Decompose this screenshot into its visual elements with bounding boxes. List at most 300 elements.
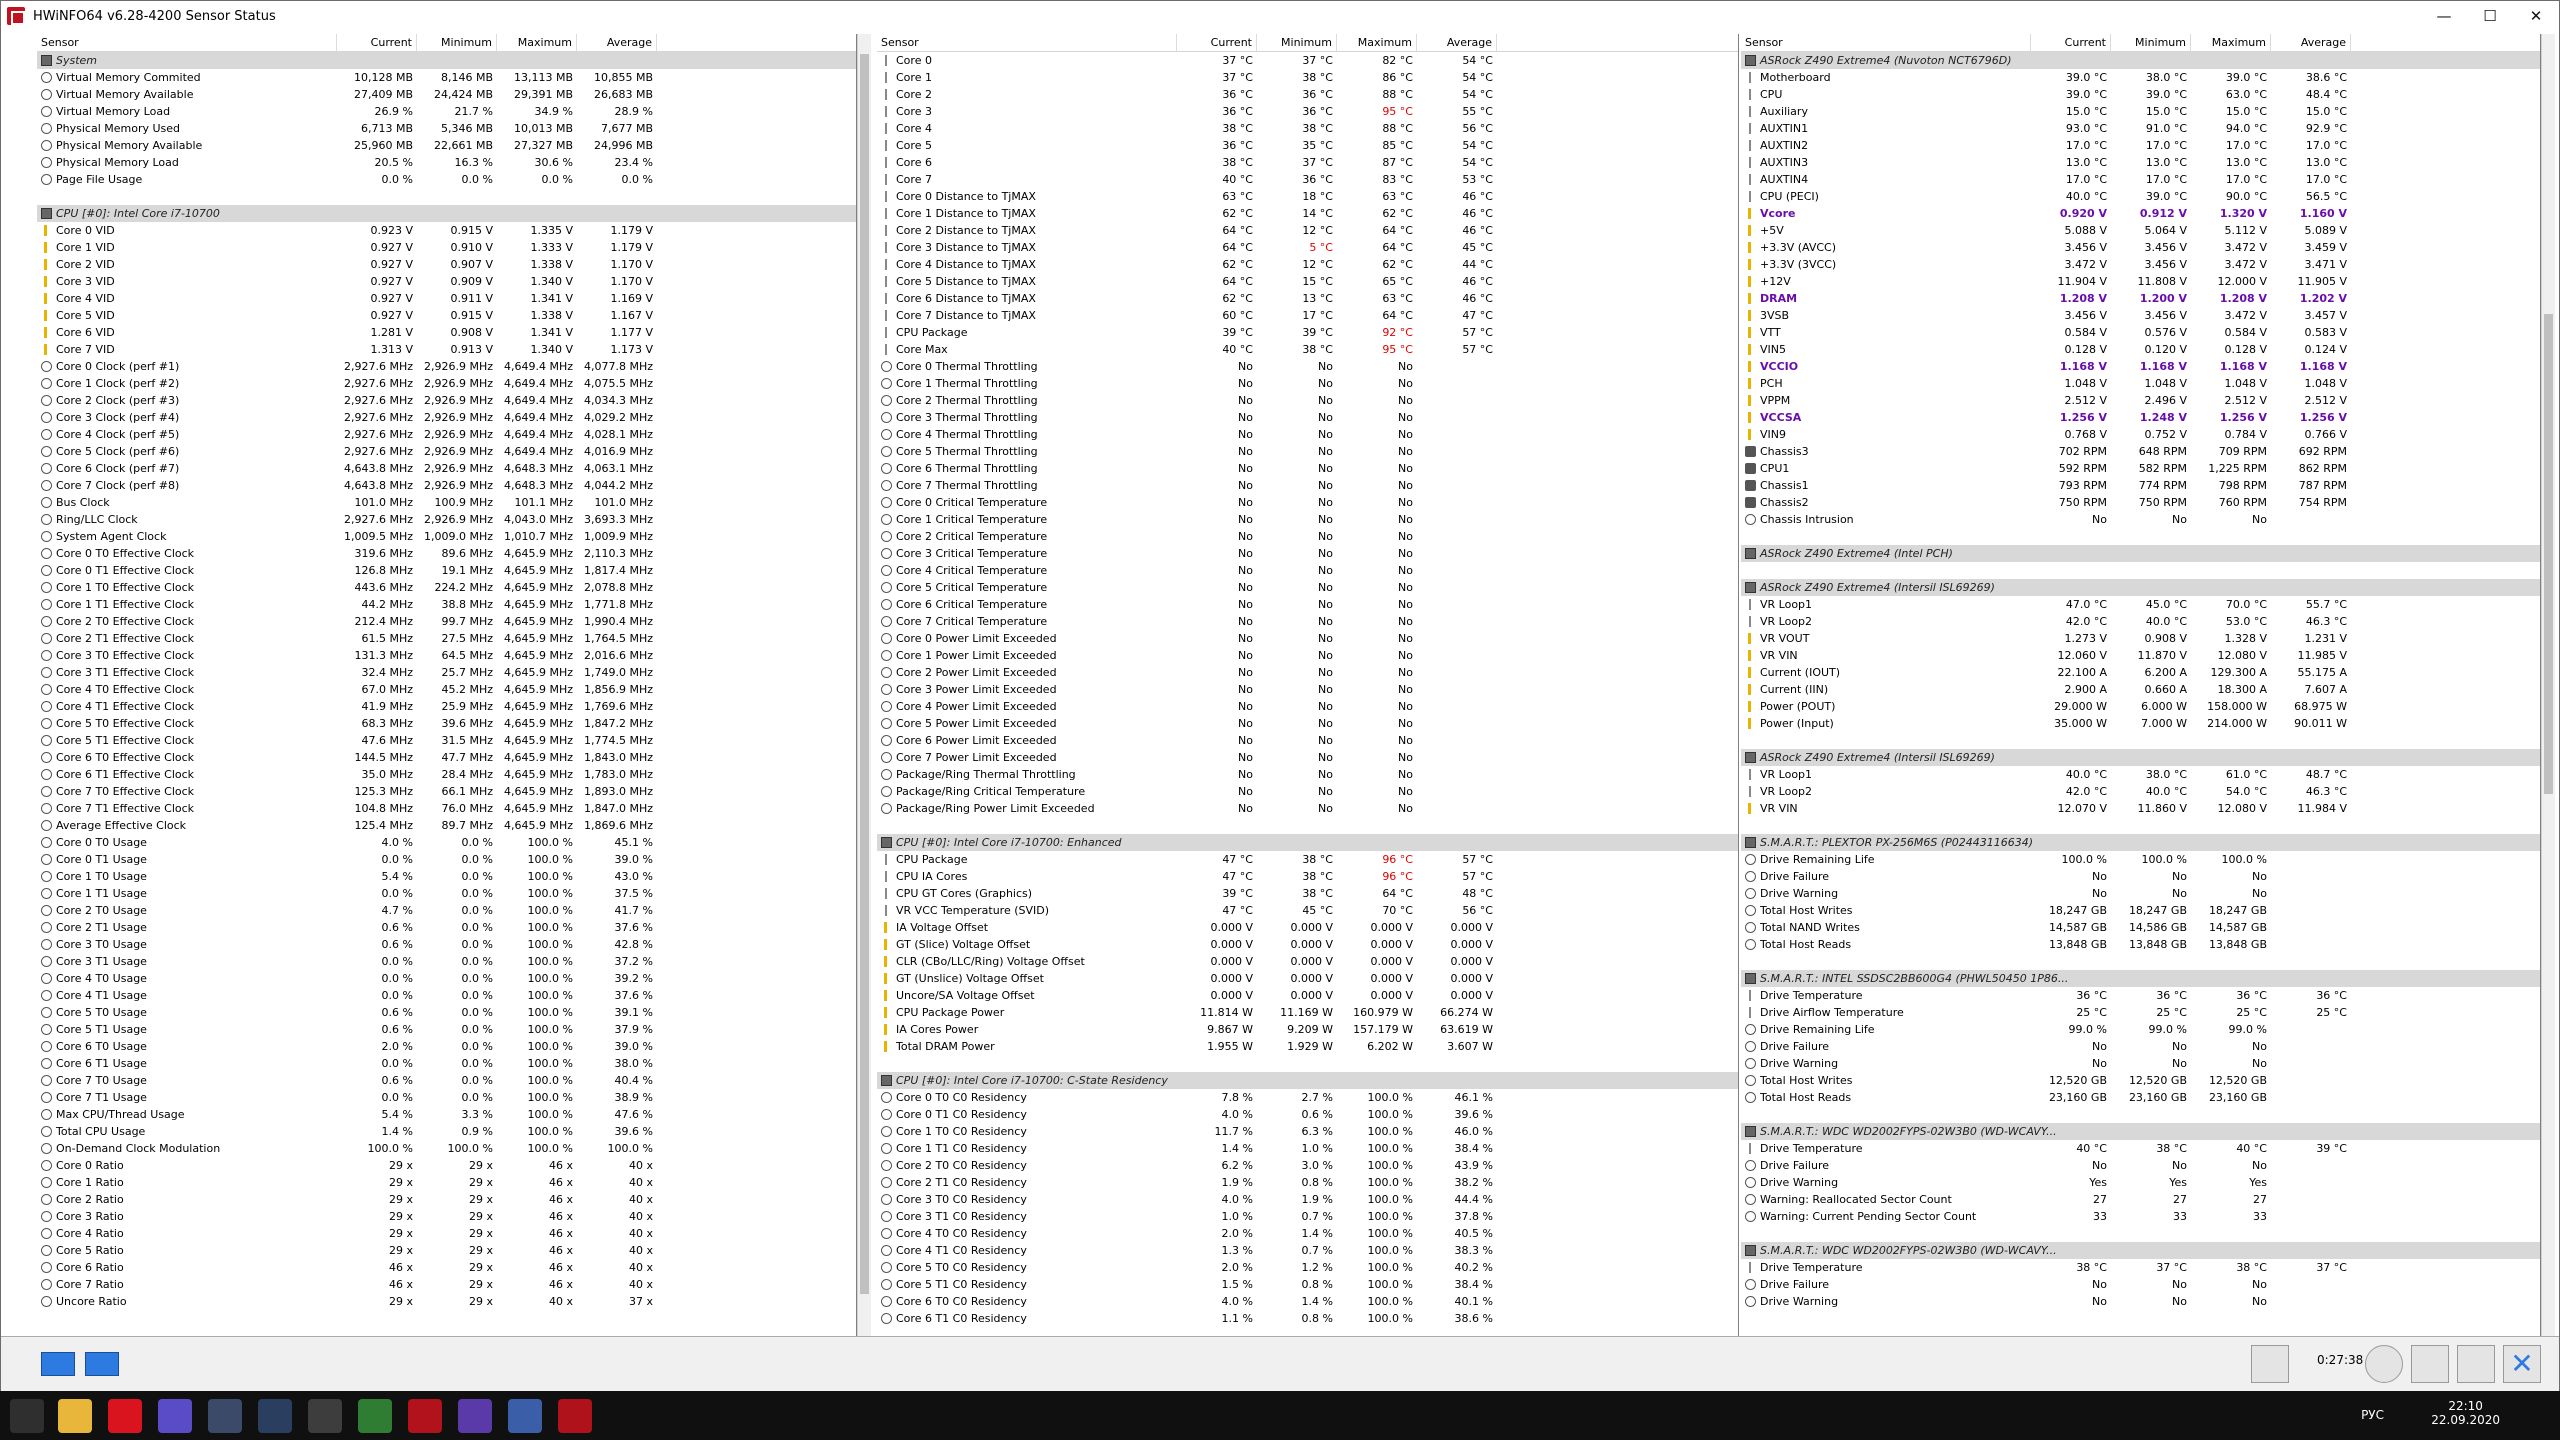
sensor-row[interactable] bbox=[877, 987, 1738, 1004]
sensor-row[interactable] bbox=[1741, 120, 2540, 137]
sensor-row[interactable] bbox=[37, 426, 856, 443]
sensor-row[interactable] bbox=[877, 392, 1738, 409]
sensor-value-maximum: No bbox=[1398, 751, 1413, 764]
steam-icon[interactable] bbox=[258, 1399, 292, 1433]
sensor-label: S.M.A.R.T.: INTEL SSDSC2BB600G4 (PHWL50450 1P86... bbox=[1760, 972, 2069, 985]
sensor-value-maximum: 13,848 GB bbox=[2208, 938, 2267, 951]
sensor-row[interactable] bbox=[37, 443, 856, 460]
sensor-row[interactable] bbox=[877, 494, 1738, 511]
sensor-row[interactable] bbox=[877, 154, 1738, 171]
minimize-button[interactable]: — bbox=[2436, 7, 2452, 25]
sensor-row[interactable] bbox=[37, 630, 856, 647]
sensor-row[interactable] bbox=[1741, 1191, 2540, 1208]
sensor-row[interactable] bbox=[877, 1089, 1738, 1106]
sensor-row[interactable] bbox=[37, 1157, 856, 1174]
sensor-value-minimum: 0.912 V bbox=[2139, 207, 2187, 220]
sensor-group-header[interactable] bbox=[1741, 970, 2540, 987]
sensor-row[interactable] bbox=[37, 494, 856, 511]
network-icon[interactable] bbox=[2251, 1345, 2289, 1383]
sensor-row[interactable] bbox=[1741, 307, 2540, 324]
sensor-row[interactable] bbox=[877, 800, 1738, 817]
sensor-value-maximum: 100.0 % bbox=[1367, 1227, 1413, 1240]
sensor-row[interactable] bbox=[877, 341, 1738, 358]
sensor-row[interactable] bbox=[877, 511, 1738, 528]
sensor-row[interactable] bbox=[877, 1140, 1738, 1157]
sensor-row[interactable] bbox=[37, 171, 856, 188]
sensor-row[interactable] bbox=[37, 1089, 856, 1106]
sensor-group-header[interactable] bbox=[37, 52, 856, 69]
sensor-group-header[interactable] bbox=[1741, 749, 2540, 766]
sensor-row[interactable] bbox=[1741, 273, 2540, 290]
sensor-row[interactable] bbox=[37, 681, 856, 698]
usage-icon bbox=[41, 871, 52, 882]
sensor-row[interactable] bbox=[1741, 919, 2540, 936]
sensor-row[interactable] bbox=[877, 171, 1738, 188]
sensor-row[interactable] bbox=[877, 868, 1738, 885]
sensor-value-minimum: 36 °C bbox=[1302, 173, 1333, 186]
sensor-row[interactable] bbox=[37, 1174, 856, 1191]
sensor-row[interactable] bbox=[37, 936, 856, 953]
sensor-row[interactable] bbox=[1741, 698, 2540, 715]
column-header[interactable]: Current bbox=[337, 34, 417, 51]
sensor-row[interactable] bbox=[37, 1038, 856, 1055]
column-header[interactable]: Maximum bbox=[1337, 34, 1417, 51]
sensor-row[interactable] bbox=[37, 324, 856, 341]
sensor-row[interactable] bbox=[877, 103, 1738, 120]
clock-reset-icon[interactable] bbox=[2365, 1345, 2403, 1383]
usage-icon bbox=[881, 650, 892, 661]
sensor-row[interactable] bbox=[877, 698, 1738, 715]
sensor-row[interactable] bbox=[1741, 511, 2540, 528]
sensor-row[interactable] bbox=[1741, 409, 2540, 426]
sensor-row[interactable] bbox=[1741, 205, 2540, 222]
column-header[interactable]: Average bbox=[577, 34, 657, 51]
panel-3-scrollbar[interactable] bbox=[2541, 34, 2555, 1336]
sensor-group-header[interactable] bbox=[877, 1072, 1738, 1089]
sensor-row[interactable] bbox=[1741, 1089, 2540, 1106]
sensor-row[interactable] bbox=[877, 664, 1738, 681]
sensor-row[interactable] bbox=[877, 1038, 1738, 1055]
sensor-row[interactable] bbox=[877, 443, 1738, 460]
sensor-value-current: 1.5 % bbox=[1221, 1278, 1253, 1291]
file-explorer-icon[interactable] bbox=[58, 1399, 92, 1433]
sensor-row[interactable] bbox=[877, 1242, 1738, 1259]
title-bar[interactable] bbox=[1, 1, 2559, 31]
sensor-row[interactable] bbox=[1741, 1174, 2540, 1191]
sensor-row[interactable] bbox=[877, 324, 1738, 341]
sensor-row[interactable] bbox=[1741, 885, 2540, 902]
aida64-icon[interactable] bbox=[408, 1399, 442, 1433]
sensor-row[interactable] bbox=[1741, 596, 2540, 613]
sensor-row[interactable] bbox=[1741, 188, 2540, 205]
sensor-row[interactable] bbox=[877, 902, 1738, 919]
sensor-row[interactable] bbox=[37, 341, 856, 358]
sensor-row[interactable] bbox=[877, 1259, 1738, 1276]
sensor-row[interactable] bbox=[37, 579, 856, 596]
sensor-row[interactable] bbox=[877, 1174, 1738, 1191]
sensor-row[interactable] bbox=[37, 885, 856, 902]
sensor-row[interactable] bbox=[877, 205, 1738, 222]
sensor-row[interactable] bbox=[877, 579, 1738, 596]
sensor-row[interactable] bbox=[1741, 664, 2540, 681]
sensor-row[interactable] bbox=[37, 783, 856, 800]
sensor-row[interactable] bbox=[1741, 987, 2540, 1004]
sensor-row[interactable] bbox=[37, 1191, 856, 1208]
sensor-row[interactable] bbox=[877, 1225, 1738, 1242]
sensor-row[interactable] bbox=[877, 1191, 1738, 1208]
maximize-button[interactable]: ☐ bbox=[2483, 7, 2497, 25]
sensor-row[interactable] bbox=[1741, 1021, 2540, 1038]
sensor-row[interactable] bbox=[1741, 1140, 2540, 1157]
sensor-row[interactable] bbox=[1741, 239, 2540, 256]
sensor-value-average: 37.8 % bbox=[1454, 1210, 1493, 1223]
sensor-row[interactable] bbox=[877, 409, 1738, 426]
sensor-row[interactable] bbox=[1741, 868, 2540, 885]
sensor-row[interactable] bbox=[37, 511, 856, 528]
sensor-row[interactable] bbox=[37, 1242, 856, 1259]
sensor-group-header[interactable] bbox=[1741, 52, 2540, 69]
sensor-row[interactable] bbox=[877, 188, 1738, 205]
sensor-row[interactable] bbox=[1741, 715, 2540, 732]
clock-icon bbox=[41, 820, 52, 831]
sensor-row[interactable] bbox=[877, 375, 1738, 392]
sensor-row[interactable] bbox=[1741, 494, 2540, 511]
sensor-row[interactable] bbox=[37, 766, 856, 783]
sensor-row[interactable] bbox=[877, 562, 1738, 579]
sensor-row[interactable] bbox=[37, 290, 856, 307]
sensor-row[interactable] bbox=[877, 137, 1738, 154]
sensor-row[interactable] bbox=[37, 1055, 856, 1072]
sensor-row[interactable] bbox=[877, 1208, 1738, 1225]
sensor-row[interactable] bbox=[37, 1004, 856, 1021]
sensor-row[interactable] bbox=[37, 477, 856, 494]
sensor-row[interactable] bbox=[37, 120, 856, 137]
sensor-row[interactable] bbox=[37, 273, 856, 290]
sensor-row[interactable] bbox=[1741, 358, 2540, 375]
sensor-group-header[interactable] bbox=[1741, 579, 2540, 596]
sensor-group-header[interactable] bbox=[37, 205, 856, 222]
sensor-row[interactable] bbox=[1741, 630, 2540, 647]
opera-icon[interactable] bbox=[108, 1399, 142, 1433]
sensor-group-header[interactable] bbox=[877, 834, 1738, 851]
sensor-value-minimum: 13 °C bbox=[1302, 292, 1333, 305]
app2-icon[interactable] bbox=[458, 1399, 492, 1433]
sensor-row[interactable] bbox=[37, 358, 856, 375]
sensor-row[interactable] bbox=[1741, 103, 2540, 120]
sensor-row[interactable] bbox=[37, 970, 856, 987]
sensor-row[interactable] bbox=[877, 1293, 1738, 1310]
sensor-row[interactable] bbox=[37, 1225, 856, 1242]
sensor-row[interactable] bbox=[877, 120, 1738, 137]
sensor-row[interactable] bbox=[877, 1106, 1738, 1123]
sensor-row[interactable] bbox=[37, 1072, 856, 1089]
sensor-group-header[interactable] bbox=[1741, 545, 2540, 562]
sensor-row[interactable] bbox=[37, 851, 856, 868]
sensor-label: Total Host Writes bbox=[1760, 1074, 1853, 1087]
sensor-row[interactable] bbox=[1741, 341, 2540, 358]
sensor-row[interactable] bbox=[37, 698, 856, 715]
sensor-row[interactable] bbox=[37, 375, 856, 392]
sensor-value-minimum: 0.0 % bbox=[461, 1057, 493, 1070]
sensor-row[interactable] bbox=[37, 868, 856, 885]
sensor-row[interactable] bbox=[37, 647, 856, 664]
column-header[interactable]: Minimum bbox=[1257, 34, 1337, 51]
sensor-row[interactable] bbox=[1741, 392, 2540, 409]
sensor-row[interactable] bbox=[37, 1106, 856, 1123]
sensor-row[interactable] bbox=[37, 1259, 856, 1276]
sensor-row[interactable] bbox=[1741, 783, 2540, 800]
sensor-row[interactable] bbox=[877, 69, 1738, 86]
sensor-row[interactable] bbox=[1741, 647, 2540, 664]
sensor-row[interactable] bbox=[877, 426, 1738, 443]
sensor-row[interactable] bbox=[877, 545, 1738, 562]
sensor-label: Average Effective Clock bbox=[56, 819, 187, 832]
sensor-row[interactable] bbox=[37, 154, 856, 171]
sensor-row[interactable] bbox=[37, 919, 856, 936]
sensor-row[interactable] bbox=[37, 409, 856, 426]
sensor-row[interactable] bbox=[1741, 460, 2540, 477]
sensor-row[interactable] bbox=[877, 715, 1738, 732]
sensor-row[interactable] bbox=[877, 681, 1738, 698]
sensor-row[interactable] bbox=[877, 460, 1738, 477]
sensor-row[interactable] bbox=[1741, 256, 2540, 273]
sensor-value-maximum: No bbox=[2252, 1278, 2267, 1291]
close-window-button[interactable]: ✕ bbox=[2529, 7, 2543, 25]
sensor-row[interactable] bbox=[37, 596, 856, 613]
sensor-row[interactable] bbox=[1741, 86, 2540, 103]
add-report-icon[interactable] bbox=[2411, 1345, 2449, 1383]
settings-icon[interactable] bbox=[2457, 1345, 2495, 1383]
column-header[interactable]: Sensor bbox=[1741, 34, 2031, 51]
sensor-row[interactable] bbox=[877, 239, 1738, 256]
sensor-label: Core 4 Ratio bbox=[56, 1227, 124, 1240]
sensor-row[interactable] bbox=[877, 52, 1738, 69]
sensor-row[interactable] bbox=[37, 1021, 856, 1038]
sensor-row[interactable] bbox=[877, 1310, 1738, 1327]
hwinfo-taskbar-icon[interactable] bbox=[508, 1399, 542, 1433]
sensor-row[interactable] bbox=[877, 1157, 1738, 1174]
sensor-row[interactable] bbox=[1741, 902, 2540, 919]
volt-icon bbox=[881, 990, 892, 1001]
sensor-row[interactable] bbox=[1741, 1038, 2540, 1055]
column-header[interactable]: Average bbox=[2271, 34, 2351, 51]
sensor-row[interactable] bbox=[37, 834, 856, 851]
sensor-row[interactable] bbox=[877, 919, 1738, 936]
sensor-row[interactable] bbox=[877, 630, 1738, 647]
sensor-value-maximum: 85 °C bbox=[1382, 139, 1413, 152]
usage-icon bbox=[881, 395, 892, 406]
sensor-row[interactable] bbox=[37, 103, 856, 120]
excel-icon[interactable] bbox=[358, 1399, 392, 1433]
close-icon[interactable]: ✕ bbox=[2503, 1345, 2541, 1383]
sensor-row[interactable] bbox=[1741, 154, 2540, 171]
sensor-row[interactable] bbox=[877, 256, 1738, 273]
sensor-value-average: 3.459 V bbox=[2304, 241, 2347, 254]
column-header[interactable]: Current bbox=[1177, 34, 1257, 51]
system-clock[interactable] bbox=[2431, 1399, 2500, 1427]
sensor-row[interactable] bbox=[877, 1004, 1738, 1021]
sensor-row[interactable] bbox=[877, 613, 1738, 630]
sensor-row[interactable] bbox=[877, 307, 1738, 324]
sensor-group-header[interactable] bbox=[1741, 1242, 2540, 1259]
sensor-row[interactable] bbox=[1741, 936, 2540, 953]
sensor-row[interactable] bbox=[1741, 1276, 2540, 1293]
sensor-label: Chassis Intrusion bbox=[1760, 513, 1854, 526]
column-header[interactable]: Minimum bbox=[2111, 34, 2191, 51]
sensor-row[interactable] bbox=[877, 953, 1738, 970]
sensor-value-minimum: 11.870 V bbox=[2137, 649, 2187, 662]
sensor-row[interactable] bbox=[1741, 1293, 2540, 1310]
sensor-row[interactable] bbox=[877, 749, 1738, 766]
sensor-value-minimum: 0.000 V bbox=[1290, 938, 1333, 951]
column-header[interactable]: Sensor bbox=[877, 34, 1177, 51]
start-icon[interactable] bbox=[10, 1399, 44, 1433]
language-indicator[interactable]: РУС bbox=[2361, 1408, 2384, 1422]
sensor-row[interactable] bbox=[37, 239, 856, 256]
sensor-row[interactable] bbox=[37, 715, 856, 732]
sensor-row[interactable] bbox=[37, 307, 856, 324]
sensor-row[interactable] bbox=[37, 987, 856, 1004]
sensor-value-maximum: 4,645.9 MHz bbox=[503, 751, 573, 764]
sensor-row[interactable] bbox=[1741, 1157, 2540, 1174]
column-header[interactable]: Sensor bbox=[37, 34, 337, 51]
sensor-value-current: 1,009.5 MHz bbox=[343, 530, 413, 543]
sensor-value-maximum: 100.0 % bbox=[2221, 853, 2267, 866]
sensor-row[interactable] bbox=[37, 902, 856, 919]
sensor-row[interactable] bbox=[37, 256, 856, 273]
sensor-row[interactable] bbox=[877, 936, 1738, 953]
column-header[interactable]: Minimum bbox=[417, 34, 497, 51]
column-header[interactable]: Maximum bbox=[497, 34, 577, 51]
sensor-row[interactable] bbox=[37, 1208, 856, 1225]
sensor-row[interactable] bbox=[877, 885, 1738, 902]
sensor-row[interactable] bbox=[877, 732, 1738, 749]
sensor-row[interactable] bbox=[877, 358, 1738, 375]
sensor-row[interactable] bbox=[1741, 681, 2540, 698]
sensor-row[interactable] bbox=[37, 69, 856, 86]
navigate-left-button[interactable] bbox=[41, 1352, 75, 1376]
sensor-row[interactable] bbox=[1741, 800, 2540, 817]
column-header[interactable]: Current bbox=[2031, 34, 2111, 51]
sensor-row[interactable] bbox=[37, 86, 856, 103]
sensor-value-current: 35.0 MHz bbox=[361, 768, 413, 781]
sensor-value-minimum: 91.0 °C bbox=[2145, 122, 2187, 135]
sensor-row[interactable] bbox=[1741, 613, 2540, 630]
sensor-value-average: 48.7 °C bbox=[2305, 768, 2347, 781]
terminal-icon[interactable] bbox=[308, 1399, 342, 1433]
sensor-row[interactable] bbox=[877, 783, 1738, 800]
sensor-label: Core 6 T0 Usage bbox=[56, 1040, 147, 1053]
sensor-row[interactable] bbox=[1741, 137, 2540, 154]
sensor-row[interactable] bbox=[37, 528, 856, 545]
sensor-label: Package/Ring Critical Temperature bbox=[896, 785, 1086, 798]
sensor-row[interactable] bbox=[1741, 1004, 2540, 1021]
sensor-row[interactable] bbox=[877, 86, 1738, 103]
sensor-row[interactable] bbox=[877, 528, 1738, 545]
sensor-value-average: 46 °C bbox=[1462, 190, 1493, 203]
sensor-row[interactable] bbox=[37, 664, 856, 681]
sensor-value-maximum: 86 °C bbox=[1382, 71, 1413, 84]
sensor-row[interactable] bbox=[37, 1293, 856, 1310]
sensor-row[interactable] bbox=[1741, 222, 2540, 239]
sensor-row[interactable] bbox=[37, 1276, 856, 1293]
sensor-row[interactable] bbox=[877, 273, 1738, 290]
sensor-row[interactable] bbox=[37, 1140, 856, 1157]
sensor-row[interactable] bbox=[1741, 1259, 2540, 1276]
sensor-row[interactable] bbox=[877, 1123, 1738, 1140]
sensor-row[interactable] bbox=[1741, 1208, 2540, 1225]
sensor-label: Total Host Writes bbox=[1760, 904, 1853, 917]
sensor-row[interactable] bbox=[37, 1123, 856, 1140]
sensor-row[interactable] bbox=[1741, 1072, 2540, 1089]
sensor-row[interactable] bbox=[37, 800, 856, 817]
spacer-row bbox=[1741, 1225, 2540, 1242]
panel-1-scrollbar[interactable] bbox=[857, 34, 871, 1336]
sensor-value-maximum: 4,645.9 MHz bbox=[503, 564, 573, 577]
sensor-row[interactable] bbox=[877, 970, 1738, 987]
sensor-row[interactable] bbox=[877, 222, 1738, 239]
sensor-row[interactable] bbox=[37, 562, 856, 579]
sensor-group-header[interactable] bbox=[1741, 834, 2540, 851]
sensor-label: VR Loop1 bbox=[1760, 598, 1813, 611]
discord-icon[interactable] bbox=[208, 1399, 242, 1433]
sensor-value-minimum: 8,146 MB bbox=[440, 71, 493, 84]
sensor-row[interactable] bbox=[1741, 766, 2540, 783]
sensor-row[interactable] bbox=[1741, 375, 2540, 392]
sensor-row[interactable] bbox=[1741, 171, 2540, 188]
sensor-row[interactable] bbox=[1741, 290, 2540, 307]
sensor-row[interactable] bbox=[37, 460, 856, 477]
sensor-row[interactable] bbox=[1741, 1055, 2540, 1072]
app3-icon[interactable] bbox=[558, 1399, 592, 1433]
sensor-row[interactable] bbox=[877, 1021, 1738, 1038]
sensor-row[interactable] bbox=[37, 392, 856, 409]
sensor-value-maximum: 129.300 A bbox=[2210, 666, 2267, 679]
sensor-row[interactable] bbox=[877, 477, 1738, 494]
sensor-row[interactable] bbox=[1741, 426, 2540, 443]
sensor-value-maximum: 100.0 % bbox=[1367, 1261, 1413, 1274]
column-header[interactable]: Average bbox=[1417, 34, 1497, 51]
sensor-row[interactable] bbox=[1741, 324, 2540, 341]
sensor-row[interactable] bbox=[1741, 477, 2540, 494]
sensor-row[interactable] bbox=[1741, 851, 2540, 868]
sensor-row[interactable] bbox=[37, 749, 856, 766]
navigate-right-button[interactable] bbox=[85, 1352, 119, 1376]
sensor-value-current: 15.0 °C bbox=[2065, 105, 2107, 118]
sensor-row[interactable] bbox=[1741, 443, 2540, 460]
usage-icon bbox=[41, 1194, 52, 1205]
sensor-row[interactable] bbox=[877, 647, 1738, 664]
sensor-row[interactable] bbox=[37, 953, 856, 970]
sensor-row[interactable] bbox=[37, 545, 856, 562]
sensor-row[interactable] bbox=[37, 613, 856, 630]
sensor-group-header[interactable] bbox=[1741, 1123, 2540, 1140]
sensor-row[interactable] bbox=[877, 851, 1738, 868]
sensor-row[interactable] bbox=[37, 222, 856, 239]
sensor-row[interactable] bbox=[37, 137, 856, 154]
sensor-row[interactable] bbox=[37, 732, 856, 749]
sensor-row[interactable] bbox=[877, 290, 1738, 307]
clock-icon bbox=[41, 718, 52, 729]
sensor-row[interactable] bbox=[877, 596, 1738, 613]
app-icon[interactable] bbox=[158, 1399, 192, 1433]
sensor-row[interactable] bbox=[877, 766, 1738, 783]
sensor-value-minimum: 11.169 W bbox=[1280, 1006, 1333, 1019]
sensor-row[interactable] bbox=[37, 817, 856, 834]
sensor-row[interactable] bbox=[877, 1276, 1738, 1293]
column-header[interactable]: Maximum bbox=[2191, 34, 2271, 51]
sensor-row[interactable] bbox=[1741, 69, 2540, 86]
